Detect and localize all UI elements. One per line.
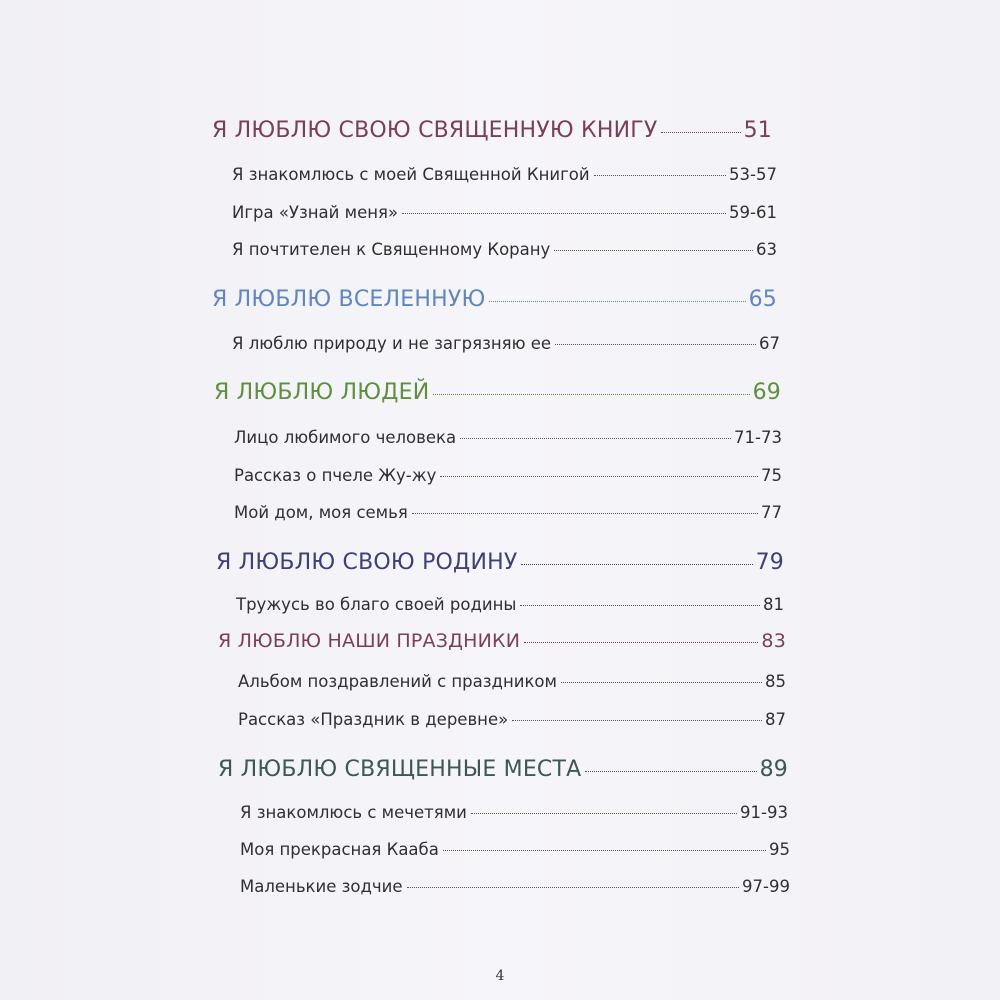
section-title: Я ЛЮБЛЮ СВОЮ РОДИНУ — [216, 550, 518, 575]
entry-page: 87 — [765, 710, 786, 729]
dot-leader — [585, 771, 756, 772]
entry-title: Тружусь во благо своей родины — [236, 595, 517, 614]
dot-leader — [412, 513, 758, 514]
dot-leader — [402, 213, 726, 214]
toc-entry — [232, 240, 777, 259]
dot-leader — [433, 394, 749, 395]
toc-entry — [240, 803, 788, 822]
entry-page: 53-57 — [729, 165, 777, 184]
entry-title: Мой дом, моя семья — [234, 503, 408, 522]
dot-leader — [524, 642, 758, 643]
toc-entry — [234, 428, 782, 447]
dot-leader — [554, 250, 753, 251]
toc-entry — [232, 334, 780, 353]
toc-section-5 — [218, 630, 786, 652]
section-page: 79 — [755, 550, 784, 575]
dot-leader — [460, 438, 731, 439]
toc-entry — [240, 840, 790, 859]
section-title: Я ЛЮБЛЮ НАШИ ПРАЗДНИКИ — [218, 630, 521, 652]
toc-entry — [240, 877, 790, 896]
toc-entry — [238, 710, 786, 729]
section-page: 69 — [752, 380, 781, 405]
entry-page: 95 — [769, 840, 790, 859]
section-title: Я ЛЮБЛЮ СВЯЩЕННЫЕ МЕСТА — [218, 757, 582, 782]
entry-title: Моя прекрасная Кааба — [240, 840, 439, 859]
entry-page: 91-93 — [740, 803, 788, 822]
entry-page: 77 — [761, 503, 782, 522]
entry-title: Я знакомлюсь с мечетями — [240, 803, 467, 822]
section-title: Я ЛЮБЛЮ СВОЮ СВЯЩЕННУЮ КНИГУ — [212, 118, 658, 143]
entry-page: 85 — [765, 672, 786, 691]
section-title: Я ЛЮБЛЮ ВСЕЛЕННУЮ — [212, 287, 486, 312]
toc-entry — [234, 503, 782, 522]
entry-title: Лицо любимого человека — [234, 428, 457, 447]
section-title: Я ЛЮБЛЮ ЛЮДЕЙ — [214, 380, 430, 405]
dot-leader — [521, 564, 752, 565]
toc-entry — [232, 165, 777, 184]
entry-title: Я люблю природу и не загрязняю ее — [232, 334, 552, 353]
toc-section-3 — [214, 380, 781, 405]
toc-section-1 — [212, 118, 772, 143]
dot-leader — [489, 301, 745, 302]
entry-page: 63 — [756, 240, 777, 259]
dot-leader — [520, 605, 760, 606]
entry-title: Я знакомлюсь с моей Священной Книгой — [232, 165, 590, 184]
toc-entry — [234, 466, 782, 485]
toc-entry — [238, 672, 786, 691]
entry-title: Альбом поздравлений с праздником — [238, 672, 557, 691]
toc-section-2 — [212, 287, 777, 312]
section-page: 89 — [759, 757, 788, 782]
section-page: 65 — [748, 287, 777, 312]
section-page: 51 — [743, 118, 772, 143]
entry-title: Игра «Узнай меня» — [232, 203, 399, 222]
page-number: 4 — [495, 968, 505, 984]
dot-leader — [594, 175, 726, 176]
dot-leader — [440, 476, 758, 477]
entry-title: Я почтителен к Священному Корану — [232, 240, 551, 259]
entry-page: 59-61 — [729, 203, 777, 222]
toc-entry — [236, 595, 784, 614]
toc-entry — [232, 203, 777, 222]
toc-section-6 — [218, 757, 788, 782]
dot-leader — [443, 850, 766, 851]
section-page: 83 — [761, 630, 786, 652]
entry-page: 97-99 — [742, 877, 790, 896]
dot-leader — [512, 720, 762, 721]
dot-leader — [407, 887, 740, 888]
dot-leader — [561, 682, 762, 683]
dot-leader — [471, 813, 737, 814]
entry-title: Рассказ «Праздник в деревне» — [238, 710, 509, 729]
entry-page: 71-73 — [734, 428, 782, 447]
entry-title: Рассказ о пчеле Жу-жу — [234, 466, 437, 485]
dot-leader — [661, 132, 740, 133]
dot-leader — [555, 344, 756, 345]
entry-page: 75 — [761, 466, 782, 485]
entry-page: 67 — [759, 334, 780, 353]
toc-section-4 — [216, 550, 784, 575]
entry-page: 81 — [763, 595, 784, 614]
entry-title: Маленькие зодчие — [240, 877, 403, 896]
